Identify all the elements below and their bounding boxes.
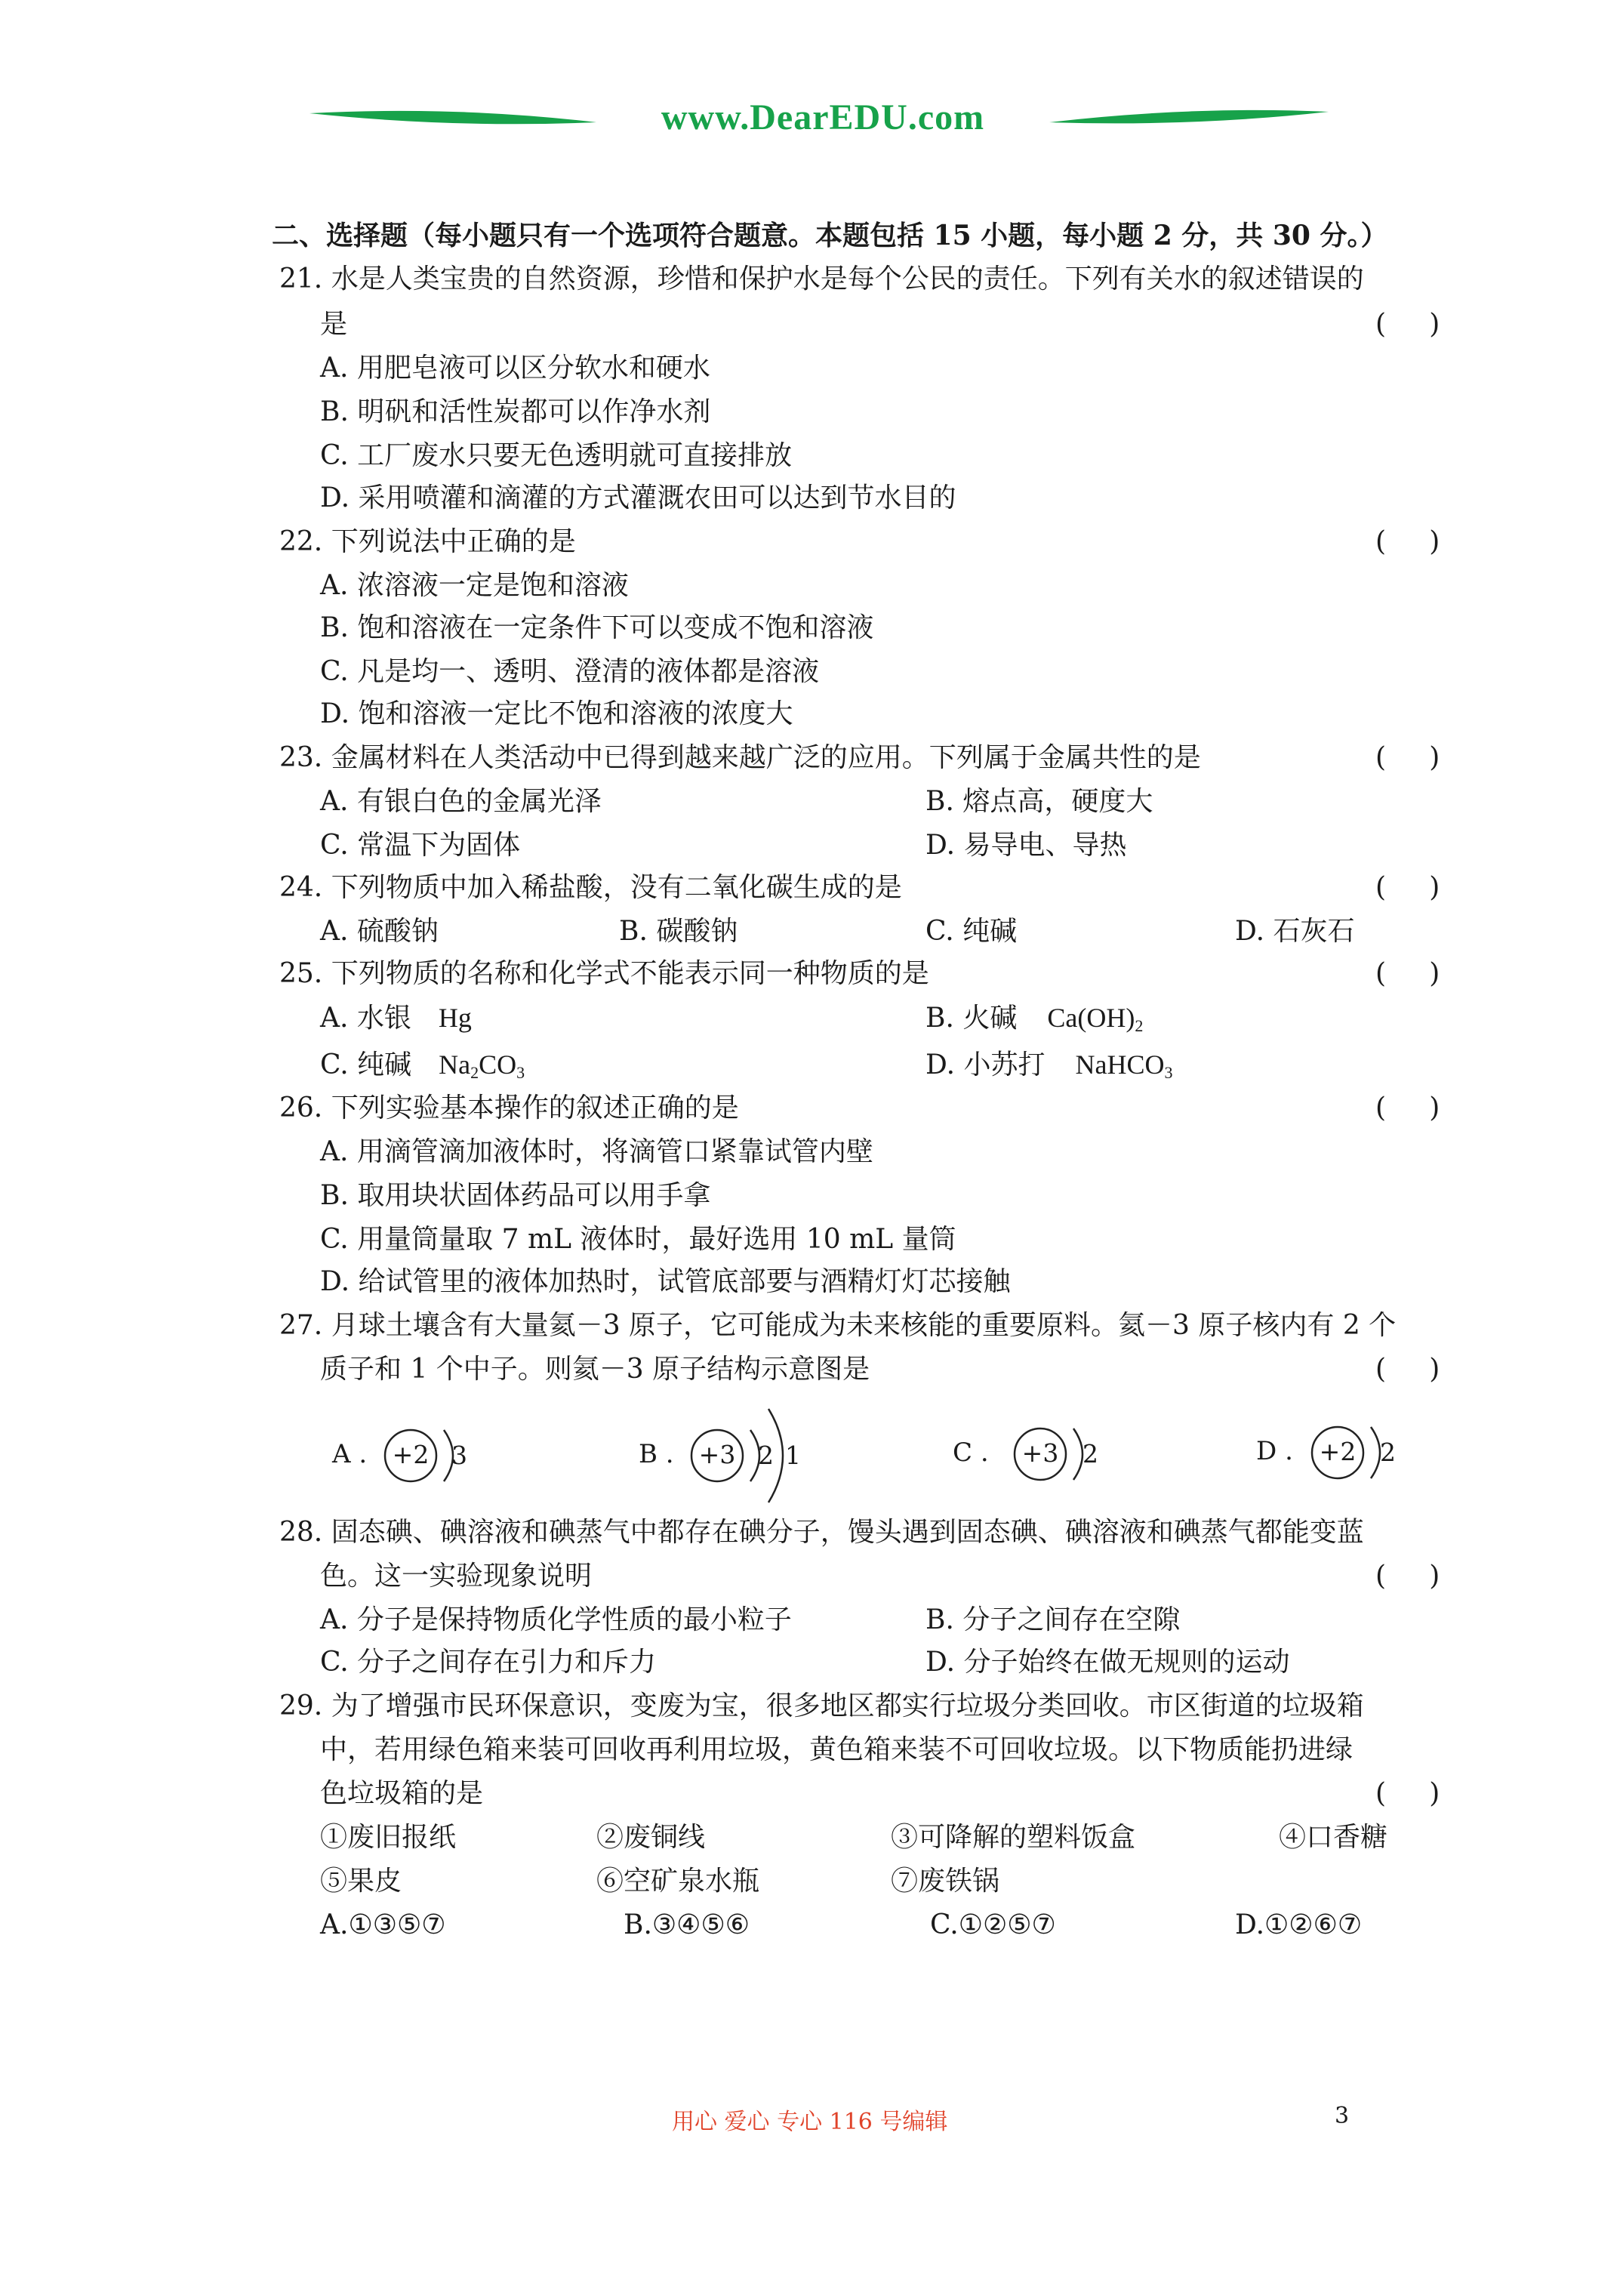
q25-option-a-name: A. 水银: [320, 1003, 411, 1034]
q22-stem: 22. 下列说法中正确的是: [279, 526, 576, 557]
q25-option-a: [320, 1001, 472, 1035]
q27-stem-line2: 质子和 1 个中子。则氦－3 原子结构示意图是: [320, 1354, 870, 1385]
q27-option-b-atom-diagram: [639, 1401, 835, 1507]
q27-option-a-letter: A .: [332, 1439, 368, 1469]
q22-answer-blank[interactable]: ( ): [1375, 526, 1440, 557]
q29-item: ⑤果皮: [320, 1866, 402, 1897]
q23-option-d: D. 易导电、导热: [925, 830, 1127, 861]
q29-option-d: D.①②⑥⑦: [1235, 1909, 1363, 1940]
q27-stem-line1: 27. 月球土壤含有大量氦－3 原子，它可能成为未来核能的重要原料。氦－3 原子核内有 2 个: [279, 1310, 1397, 1341]
q28-answer-blank[interactable]: ( ): [1375, 1561, 1440, 1592]
q26-option-b: B. 取用块状固体药品可以用手拿: [320, 1180, 711, 1211]
q26-option-c: C. 用量筒量取 7 mL 液体时，最好选用 10 mL 量筒: [320, 1224, 956, 1255]
q22-option-d: D. 饱和溶液一定比不饱和溶液的浓度大: [320, 698, 793, 729]
q29-stem-line2: 中，若用绿色箱来装可回收再利用垃圾，黄色箱来装不可回收垃圾。以下物质能扔进绿: [320, 1734, 1354, 1765]
q29-option-b: B.③④⑤⑥: [624, 1909, 750, 1940]
q27-option-c-nucleus: +3: [1021, 1438, 1059, 1468]
q28-stem-line2: 色。这一实验现象说明: [320, 1561, 593, 1592]
q27-option-d-letter: D .: [1256, 1436, 1293, 1466]
q24-option-c: C. 纯碱: [925, 916, 1018, 947]
q25-option-b-name: B. 火碱: [925, 1003, 1018, 1034]
q21-stem-line2: 是: [320, 309, 348, 340]
q22-option-c: C. 凡是均一、透明、澄清的液体都是溶液: [320, 656, 820, 687]
q25-b-formula-main: Ca(OH): [1047, 1003, 1135, 1033]
q27-option-b-nucleus: +3: [698, 1440, 736, 1469]
q28-option-a: A. 分子是保持物质化学性质的最小粒子: [320, 1604, 792, 1635]
q23-option-b: B. 熔点高，硬度大: [925, 786, 1153, 817]
q24-answer-blank[interactable]: ( ): [1375, 872, 1440, 903]
q29-stem-line1: 29. 为了增强市民环保意识，变废为宝，很多地区都实行垃圾分类回收。市区街道的垃圾箱: [279, 1690, 1364, 1721]
q23-option-a: A. 有银白色的金属光泽: [320, 786, 602, 817]
q25-stem: 25. 下列物质的名称和化学式不能表示同一种物质的是: [279, 958, 929, 989]
q25-option-c-formula: [439, 1049, 525, 1080]
q27-option-a-nucleus: +2: [392, 1440, 430, 1469]
q29-option-a: A.①③⑤⑦: [320, 1909, 446, 1940]
q29-item: ③可降解的塑料饭盒: [891, 1822, 1136, 1853]
q25-option-d: [925, 1048, 1172, 1082]
q26-option-d: D. 给试管里的液体加热时，试管底部要与酒精灯灯芯接触: [320, 1266, 1011, 1297]
q25-d-formula-sub: 3: [1164, 1063, 1173, 1082]
q25-c-formula-na: Na: [439, 1049, 471, 1080]
footer-credit: 用心 爱心 专心 116 号编辑: [672, 2109, 948, 2135]
q23-option-c: C. 常温下为固体: [320, 830, 521, 861]
q26-stem: 26. 下列实验基本操作的叙述正确的是: [279, 1093, 739, 1123]
q25-option-b-formula: [1047, 1003, 1143, 1033]
q29-item: ⑥空矿泉水瓶: [596, 1866, 760, 1897]
q29-item: ⑦废铁锅: [891, 1866, 1000, 1897]
q26-option-a: A. 用滴管滴加液体时，将滴管口紧靠试管内壁: [320, 1136, 873, 1167]
q24-option-d: D. 石灰石: [1235, 916, 1355, 947]
q24-stem: 24. 下列物质中加入稀盐酸，没有二氧化碳生成的是: [279, 872, 902, 903]
q28-option-c: C. 分子之间存在引力和斥力: [320, 1647, 657, 1678]
q27-answer-blank[interactable]: ( ): [1375, 1354, 1440, 1385]
q27-option-b-electrons-2: 1: [785, 1441, 801, 1470]
q25-option-c: [320, 1048, 525, 1082]
q28-option-d: D. 分子始终在做无规则的运动: [925, 1647, 1290, 1678]
q21-option-b: B. 明矾和活性炭都可以作净水剂: [320, 396, 711, 427]
q28-option-b: B. 分子之间存在空隙: [925, 1604, 1181, 1635]
site-banner: [0, 0, 1623, 196]
q22-option-a: A. 浓溶液一定是饱和溶液: [320, 570, 629, 601]
q21-stem-line1: 21. 水是人类宝贵的自然资源，珍惜和保护水是每个公民的责任。下列有关水的叙述错误的: [279, 264, 1364, 294]
q25-answer-blank[interactable]: ( ): [1375, 958, 1440, 989]
q25-option-c-name: C. 纯碱: [320, 1049, 412, 1080]
q25-b-formula-sub: 2: [1135, 1016, 1144, 1035]
q27-option-d-nucleus: +2: [1319, 1437, 1357, 1466]
q27-option-c-electrons-1: 2: [1083, 1439, 1098, 1469]
q27-option-d-electrons-1: 2: [1380, 1438, 1396, 1467]
q25-option-d-name: D. 小苏打: [925, 1049, 1046, 1080]
q25-c-formula-sub2: 3: [516, 1063, 525, 1082]
section-title: 二、选择题（每小题只有一个选项符合题意。本题包括 15 小题，每小题 2 分，共 30 分。）: [272, 220, 1388, 251]
q23-answer-blank[interactable]: ( ): [1375, 742, 1440, 773]
site-url[interactable]: www.DearEDU.com: [661, 97, 985, 137]
q22-option-b: B. 饱和溶液在一定条件下可以变成不饱和溶液: [320, 612, 874, 643]
q26-answer-blank[interactable]: ( ): [1375, 1093, 1440, 1123]
q29-item: ②废铜线: [596, 1822, 706, 1853]
q21-option-a: A. 用肥皂液可以区分软水和硬水: [320, 353, 710, 384]
q21-option-d: D. 采用喷灌和滴灌的方式灌溉农田可以达到节水目的: [320, 482, 956, 513]
q25-c-formula-sub1: 2: [470, 1063, 479, 1082]
q27-option-b-electrons-1: 2: [758, 1441, 774, 1470]
q25-option-d-formula: [1075, 1049, 1172, 1080]
q29-item: ①废旧报纸: [320, 1822, 457, 1853]
q29-option-c: C.①②⑤⑦: [930, 1909, 1056, 1940]
q23-stem: 23. 金属材料在人类活动中已得到越来越广泛的应用。下列属于金属共性的是: [279, 742, 1201, 773]
q27-option-a-atom-diagram: [332, 1410, 513, 1501]
q29-answer-blank[interactable]: ( ): [1375, 1778, 1440, 1809]
page-number: 3: [1335, 2103, 1350, 2129]
q29-item: ④口香糖: [1279, 1822, 1388, 1853]
q25-d-formula-main: NaHCO: [1075, 1049, 1165, 1080]
q27-option-c-letter: C .: [953, 1438, 989, 1468]
q25-option-a-formula: Hg: [438, 1003, 472, 1033]
q29-stem-line3: 色垃圾箱的是: [320, 1778, 484, 1809]
q28-stem-line1: 28. 固态碘、碘溶液和碘蒸气中都存在碘分子，馒头遇到固态碘、碘溶液和碘蒸气都能变蓝: [279, 1517, 1364, 1548]
q25-c-formula-co: CO: [479, 1049, 517, 1080]
q24-option-a: A. 硫酸钠: [320, 916, 439, 947]
q21-answer-blank[interactable]: ( ): [1375, 309, 1440, 340]
q27-option-c-atom-diagram: [953, 1409, 1134, 1499]
q27-option-a-electrons-1: 3: [451, 1441, 467, 1470]
q25-option-b: [925, 1001, 1143, 1035]
q24-option-b: B. 碳酸钠: [619, 916, 738, 947]
q27-option-b-letter: B .: [639, 1439, 674, 1469]
q27-option-d-atom-diagram: [1256, 1407, 1437, 1498]
q21-option-c: C. 工厂废水只要无色透明就可直接排放: [320, 440, 793, 471]
